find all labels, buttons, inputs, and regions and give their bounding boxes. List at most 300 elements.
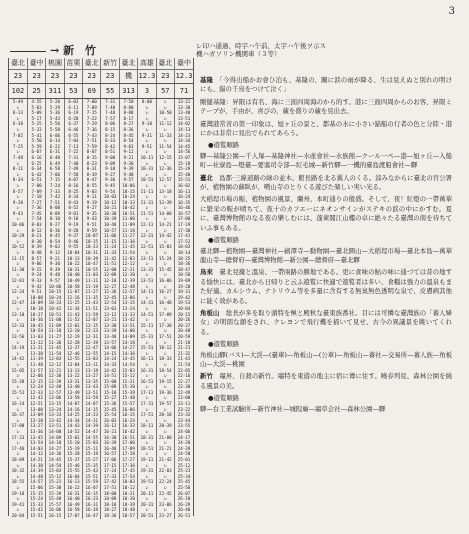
timetable-cell: 11-15 — [11, 255, 25, 261]
timetable-cell: 18-14 — [175, 250, 193, 256]
timetable-cell: レ — [15, 317, 21, 323]
timetable-cell: レ — [15, 507, 21, 513]
timetable-cell: 14-19 — [11, 345, 25, 351]
timetable-cell: 16-06 — [156, 278, 174, 284]
timetable-cell: 23-22 — [175, 407, 193, 413]
timetable-cell: 12-39 — [46, 379, 64, 385]
timetable-cell: 11-35 — [83, 295, 101, 301]
timetable-cell: 12-10 — [64, 328, 82, 334]
timetable-cell: 11-00 — [119, 216, 137, 222]
timetable-cell: 13-51 — [119, 323, 137, 329]
timetable-cell: レ — [15, 126, 21, 132]
timetable-cell: レ — [138, 172, 156, 178]
timetable-cell: レ — [138, 194, 156, 200]
timetable-cell: レ — [138, 429, 156, 435]
section-heading: ●遊覧順路 — [208, 236, 240, 245]
timetable-cell: 10-33 — [119, 200, 137, 206]
timetable-cell: 6-06 — [46, 133, 64, 139]
timetable-cell: 15-11 — [83, 446, 101, 452]
timetable-cell: レ — [156, 418, 174, 424]
timetable-cell: 18-27 — [101, 507, 119, 513]
timetable-cell: 15-40 — [175, 172, 193, 178]
timetable-cell: 14-03 — [27, 446, 45, 452]
timetable-cell: 9-03 — [83, 189, 101, 195]
timetable-cell: 5-59 — [27, 144, 45, 150]
timetable-cell: 7-04 — [64, 138, 82, 144]
paragraph — [200, 372, 452, 391]
timetable-cell: 16-46 — [175, 205, 193, 211]
timetable-cell: 16-31 — [83, 502, 101, 508]
timetable-cell: 13-33 — [46, 412, 64, 418]
timetable-cell: レ — [138, 317, 156, 323]
timetable-cell: 11-45 — [119, 244, 137, 250]
timetable-cell: 7-29 — [83, 121, 101, 127]
timetable-cell: 10-06 — [119, 183, 137, 189]
timetable-cell: 12-31 — [138, 233, 156, 239]
timetable-cell: 8-06 — [101, 121, 119, 127]
timetable-cell: 6-49 — [46, 161, 64, 167]
timetable-cell: 16-48 — [101, 446, 119, 452]
timetable-cell: レ — [156, 474, 174, 480]
timetable-cell: 16-33 — [119, 423, 137, 429]
timetable-cell: 10-49 — [64, 278, 82, 284]
timetable-cell: 6-40 — [46, 155, 64, 161]
timetable — [8, 58, 194, 516]
timetable-cell: 15-33 — [27, 502, 45, 508]
timetable-cell: 18-09 — [11, 457, 25, 462]
timetable-cell: 10-06 — [46, 284, 64, 290]
paragraph: 大稻埕市場の賑、植物園の風景、蘭州、本町通りの殷盛。そして、夜！紅燈の一帶萬華に繁栄の賑が晴ちて、夜十のカフエーにネオンサインがステキの涙の中にかすむ。夏に、臺灣博物館のなる夜の樂しむには、蓬萊閣江山樓の卓に絶々たる臺灣の南を待ちていふ事もある。 — [200, 195, 452, 232]
timetable-cell: 13-06 — [46, 395, 64, 401]
timetable-cell: 21-21 — [175, 345, 193, 351]
timetable-cell: レ — [15, 216, 21, 222]
paragraph: 剛健基隆：昇限は有名、海に三面四周海のから的す。港に三面四周からのお客、昇限ミテーブが、手由が、喜びの、蔵を盛りの蔵を見出去。 — [200, 97, 452, 116]
timetable-cell: 11-34 — [64, 306, 82, 312]
timetable-cell: 19-15 — [156, 379, 174, 385]
timetable-cell: 13-19 — [83, 368, 101, 374]
timetable-cell: 6-14 — [46, 138, 64, 144]
timetable-cell: 9-12 — [46, 250, 64, 256]
timetable-cell: 21-10 — [175, 340, 193, 346]
timetable-cell: レ — [15, 361, 21, 367]
timetable-cell: 13-48 — [101, 334, 119, 340]
timetable-cell: レ — [15, 283, 21, 289]
timetable-cell: 8-43 — [64, 200, 82, 206]
paragraph: 臺灣港常省の第一印象は、旭ヶ丘の景と、都基の水に小さい錨船の行者の色と分陸・港にかは非常に見出でられてあらう。 — [200, 119, 452, 138]
timetable-cell: 7-42 — [46, 194, 64, 200]
timetable-cell: 7-24 — [46, 183, 64, 189]
route: 角板山驛(バス)—大渓—(臺車)—角板山—(公車)—角板山—蕃社—交易所—蕃人族—角板山—大渓—桃園 — [200, 350, 452, 368]
timetable-cell: 7-43 — [83, 133, 101, 139]
timetable-cell: 23-06 — [156, 502, 174, 508]
timetable-cell: 11-39 — [27, 356, 45, 362]
timetable-cell: 13-57 — [101, 340, 119, 346]
timetable-cell: レ — [138, 228, 156, 234]
timetable-cell: 8-16 — [64, 183, 82, 189]
timetable-cell: 19-18 — [11, 490, 25, 496]
timetable-cell: 11-24 — [101, 244, 119, 250]
timetable-cell: 20-26 — [175, 317, 193, 323]
timetable-cell: 14-00 — [46, 429, 64, 435]
timetable-cell: 5-58 — [46, 127, 64, 133]
timetable-cell: レ — [156, 429, 174, 435]
timetable-cell: 17-00 — [11, 423, 25, 429]
timetable-cell: 6-58 — [46, 166, 64, 172]
timetable-cell: 24-28 — [175, 440, 193, 446]
timetable-cell: 10-51 — [46, 312, 64, 318]
timetable-cell: 13-56 — [11, 333, 25, 339]
timetable-cell: 12-15 — [83, 323, 101, 329]
timetable-cell: 15-57 — [119, 401, 137, 407]
timetable-cell: 7-48 — [101, 110, 119, 116]
timetable-cell: 6-25 — [27, 161, 45, 167]
timetable-cell: 18-12 — [156, 345, 174, 351]
timetable-cell: 10-15 — [83, 239, 101, 245]
timetable-cell: 10-18 — [27, 306, 45, 312]
timetable-cell: 10-00 — [27, 295, 45, 301]
timetable-cell: 8-15 — [83, 155, 101, 161]
timetable-cell: 6-22 — [46, 144, 64, 150]
timetable-cell: レ — [156, 172, 174, 178]
timetable-cell: 10-15 — [46, 289, 64, 295]
timetable-cell: 5-36 — [46, 110, 64, 116]
timetable-cell: 21-54 — [175, 362, 193, 368]
timetable-cell: 18-30 — [119, 496, 137, 502]
timetable-cell: レ — [156, 261, 174, 267]
timetable-cell: 10-39 — [101, 216, 119, 222]
timetable-cell: 17-54 — [119, 474, 137, 480]
timetable-cell: 25-23 — [175, 468, 193, 474]
timetable-cell: 9-30 — [119, 161, 137, 167]
timetable-cell: 16-02 — [175, 183, 193, 189]
timetable-cell: レ — [138, 127, 156, 133]
timetable-cell: レ — [138, 161, 156, 167]
timetable-cell: 11-43 — [83, 300, 101, 306]
timetable-cell: 11-33 — [156, 133, 174, 139]
timetable-cell: 26-18 — [175, 496, 193, 502]
timetable-cell: 18-25 — [175, 256, 193, 262]
timetable-cell: 11-33 — [101, 250, 119, 256]
timetable-cell: 24-06 — [175, 429, 193, 435]
section-heading: ●遊覧順路 — [208, 141, 240, 150]
timetable-cell: レ — [156, 496, 174, 502]
timetable-cell: 13-21 — [101, 317, 119, 323]
timetable-cell: レ — [138, 451, 156, 457]
timetable-cell: 15-07 — [175, 155, 193, 161]
timetable-cell: 22-45 — [156, 491, 174, 497]
timetable-cell: 16-12 — [101, 423, 119, 429]
timetable-cell: 12-24 — [27, 384, 45, 390]
timetable-cell: レ — [156, 373, 174, 379]
timetable-cell: レ — [15, 484, 21, 490]
timetable-cell: 10-23 — [83, 244, 101, 250]
timetable-cell: 19-36 — [156, 390, 174, 396]
timetable-cell: 8-17 — [119, 116, 137, 122]
timetable-cell: 8-08 — [119, 110, 137, 116]
timetable-cell: 15-36 — [101, 401, 119, 407]
timetable-cell: 17-33 — [101, 474, 119, 480]
keyword: 基隆 — [200, 76, 214, 84]
timetable-cell: 11-54 — [156, 144, 174, 150]
timetable-cell: 7-25 — [12, 143, 23, 149]
timetable-cell: 14-36 — [46, 451, 64, 457]
timetable-cell: 8-11 — [12, 166, 23, 172]
timetable-cell: 11-11 — [138, 189, 156, 195]
timetable-cell: 10-42 — [119, 205, 137, 211]
timetable-cell: レ — [15, 171, 21, 177]
timetable-cell: 12-09 — [101, 272, 119, 278]
timetable-cell: 12-21 — [46, 368, 64, 374]
timetable-cell: 14-52 — [64, 429, 82, 435]
timetable-cell: レ — [138, 183, 156, 189]
timetable-cell: 13-03 — [83, 356, 101, 362]
timetable-cell: 8-39 — [27, 244, 45, 250]
timetable-cell: 15-05 — [11, 367, 25, 373]
timetable-cell: レ — [156, 239, 174, 245]
timetable-cell: 13-03 — [101, 306, 119, 312]
timetable-cell: 16-57 — [175, 211, 193, 217]
route: 驛—基隆公園—千人塚—基隆神社—水產會社—水族館—クール一ペ—港—旭ヶ丘—入船町—社寮島—燈臺—要塞司令部—紅毛城—新竹驛—一機的臺島渡船會社—驛 — [200, 151, 452, 170]
timetable-cell: 20-48 — [175, 328, 193, 334]
timetable-cell: 14-02 — [175, 121, 193, 127]
timetable-cell: 11-57 — [27, 368, 45, 374]
timetable-cell: 13-51 — [46, 423, 64, 429]
timetable-cell: 9-39 — [119, 166, 137, 172]
timetable-cell: 8-45 — [46, 233, 64, 239]
timetable-cell: 22-24 — [156, 479, 174, 485]
timetable-cell: 22-03 — [156, 468, 174, 474]
timetable-cell: レ — [138, 474, 156, 480]
timetable-cell: 18-03 — [119, 479, 137, 485]
paragraph-text: 島都·三線道路の緑の並木、館長路を北る翼人のくる。涼みなからに臺北の官公署が、植物園の蘇臥が、噴山寺のとりくる遊びた楽しい実い光る。 — [200, 173, 453, 192]
timetable-cell: 9-10 — [64, 216, 82, 222]
timetable-cell: 9-27 — [83, 205, 101, 211]
timetable-cell: 15-10 — [64, 440, 82, 446]
timetable-cell: 18-51 — [138, 446, 156, 452]
timetable-cell: 12-23 — [83, 328, 101, 334]
timetable-cell: 19-09 — [175, 278, 193, 284]
timetable-cell: 17-30 — [156, 323, 174, 329]
timetable-cell: 11-18 — [119, 228, 137, 234]
timetable-cell: 7-22 — [64, 149, 82, 155]
timetable-cell: 13-40 — [64, 384, 82, 390]
timetable-cell: 17-24 — [101, 468, 119, 474]
timetable-cell: 17-31 — [138, 401, 156, 407]
timetable-cell: 10-47 — [83, 261, 101, 267]
timetable-cell: 13-31 — [64, 379, 82, 385]
timetable-cell: レ — [156, 205, 174, 211]
timetable-cell: 13-39 — [156, 200, 174, 206]
timetable-cell: レ — [138, 340, 156, 346]
timetable-cell: 13-24 — [119, 306, 137, 312]
timetable-cell: 12-30 — [46, 373, 64, 379]
timetable-cell: 18-57 — [119, 513, 137, 519]
timetable-cell: 9-21 — [119, 155, 137, 161]
timetable-cell: 17-30 — [175, 228, 193, 234]
timetable-cell: 11-51 — [83, 306, 101, 312]
timetable-cell: 15-03 — [119, 368, 137, 374]
timetable-cell: 7-58 — [64, 172, 82, 178]
legend-line: 機ハガソリン機関車（３等） — [196, 50, 281, 58]
paragraph-text: 総長が多を取り頭特を極と殿秋な臺東族番社。目には可憐な臺灣族の「蕃人婦女」の明朗な顔をされ、クレヨンで飛行機を描いて見せ、古今の異議景を眺いてくれる。 — [200, 308, 453, 336]
timetable-cell: 15-46 — [64, 463, 82, 469]
timetable-cell: 10-45 — [27, 323, 45, 329]
timetable-cell: 6-19 — [64, 110, 82, 116]
timetable-cell: 23 — [27, 70, 45, 84]
timetable-cell: レ — [138, 463, 156, 469]
timetable-cell: 17-41 — [175, 233, 193, 239]
timetable-cell: 13-13 — [64, 368, 82, 374]
timetable-cell: 17-45 — [119, 468, 137, 474]
timetable-cell: レ — [15, 473, 21, 479]
timetable-cell: 7-40 — [101, 105, 119, 111]
timetable-cell: 18-11 — [138, 423, 156, 429]
timetable-cell: 10-22 — [64, 261, 82, 267]
timetable-cell: 20-15 — [175, 312, 193, 318]
timetable-cell: レ — [156, 149, 174, 155]
timetable-cell: レ — [138, 216, 156, 222]
timetable-cell: 10-52 — [11, 244, 25, 250]
timetable-cell: 9-51 — [27, 289, 45, 295]
timetable-cell: 16-35 — [175, 200, 193, 206]
timetable-cell: 8-07 — [64, 177, 82, 183]
timetable-cell: 6-46 — [64, 127, 82, 133]
timetable-cell: 12-37 — [64, 345, 82, 351]
timetable-cell: 11-11 — [83, 278, 101, 284]
timetable-cell: 9-10 — [138, 121, 156, 127]
timetable-cell: 13-51 — [83, 390, 101, 396]
timetable-cell: 5-25 — [27, 121, 45, 127]
timetable-cell: 9-15 — [27, 267, 45, 273]
timetable-cell: 16-13 — [175, 189, 193, 195]
timetable-cell: 8-52 — [64, 205, 82, 211]
timetable-cell: 10-07 — [83, 233, 101, 239]
timetable-cell: 新竹 — [101, 58, 119, 70]
timetable-cell: レ — [138, 328, 156, 334]
timetable-cell: 9-31 — [138, 133, 156, 139]
timetable-cell: 15-18 — [175, 161, 193, 167]
timetable-cell: レ — [15, 194, 21, 200]
timetable-cell: 9-01 — [64, 211, 82, 217]
timetable-cell: レ — [156, 216, 174, 222]
timetable-cell: 8-03 — [27, 222, 45, 228]
timetable-cell: 9-19 — [64, 222, 82, 228]
timetable-cell: 9-12 — [119, 149, 137, 155]
timetable-cell: 18-55 — [11, 479, 25, 485]
timetable-cell: 10-11 — [138, 155, 156, 161]
timetable-cell: 23 — [156, 70, 174, 84]
timetable-cell: 15-59 — [83, 479, 101, 485]
timetable-cell: レ — [138, 239, 156, 245]
timetable-cell: 16-03 — [101, 418, 119, 424]
timetable-cell: 7-15 — [46, 177, 64, 183]
timetable-cell: 15-28 — [64, 451, 82, 457]
timetable-cell: 8-57 — [12, 188, 23, 194]
timetable-cell: 9-57 — [46, 278, 64, 284]
timetable-cell: 11-03 — [83, 272, 101, 278]
timetable-cell: 14-34 — [175, 138, 193, 144]
legend-line: レ印ハ通過、時字ハ午前、太字ハ午後ヲ示ス — [196, 42, 326, 50]
timetable-cell: 25-34 — [175, 474, 193, 480]
timetable-cell: レ — [15, 350, 21, 356]
timetable-cell: 8-27 — [46, 222, 64, 228]
timetable-cell: 9-30 — [46, 261, 64, 267]
timetable-cell: 313 — [119, 84, 137, 99]
paragraph-text: 「今得出船かお會ひ泊も、基隆の、關に涙の雨が降る、生は見えぬと別れの明けにも、錨の千鳥をつけて泣く」 — [200, 76, 453, 94]
timetable-cell: 15-12 — [46, 474, 64, 480]
timetable-cell: 13-27 — [83, 373, 101, 379]
timetable-cell: 23 — [64, 70, 82, 84]
timetable-cell: 71 — [175, 84, 193, 99]
timetable-cell: 18-03 — [175, 244, 193, 250]
timetable-cell: レ — [15, 305, 21, 311]
timetable-cell: 7-36 — [83, 127, 101, 133]
timetable-cell: 18-36 — [175, 261, 193, 267]
timetable-cell: 18-33 — [156, 356, 174, 362]
timetable-cell: レ — [138, 261, 156, 267]
timetable-cell: 11-16 — [64, 295, 82, 301]
timetable-cell: 10-31 — [83, 250, 101, 256]
timetable-cell: 13-42 — [119, 317, 137, 323]
timetable-cell: 21-00 — [156, 435, 174, 441]
timetable-cell: 15-03 — [156, 244, 174, 250]
timetable-cell: レ — [156, 116, 174, 122]
timetable-cell: レ — [15, 339, 21, 345]
timetable-cell: 16-42 — [119, 429, 137, 435]
timetable-cell: 16-37 — [11, 412, 25, 418]
timetable-cell: 15-51 — [83, 474, 101, 480]
timetable-cell: 10-03 — [101, 194, 119, 200]
timetable-cell: 9-51 — [83, 222, 101, 228]
timetable-cell: 12-57 — [119, 289, 137, 295]
timetable-cell: 23 — [83, 70, 101, 84]
timetable-cell: レ — [15, 160, 21, 166]
timetable-cell: 7-40 — [64, 161, 82, 167]
timetable-cell: 8-36 — [119, 127, 137, 133]
timetable-cell: 17-00 — [119, 440, 137, 446]
timetable-cell: 10-13 — [64, 256, 82, 262]
timetable-cell: 10-39 — [83, 256, 101, 262]
timetable-cell: 9-39 — [46, 267, 64, 273]
timetable-cell: 15-15 — [27, 491, 45, 497]
timetable-cell: 15-42 — [27, 507, 45, 513]
timetable-cell: 13-49 — [64, 390, 82, 396]
timetable-cell: レ — [156, 194, 174, 200]
timetable-cell: 25-45 — [175, 479, 193, 485]
timetable-cell: 16-31 — [138, 368, 156, 374]
timetable-cell: 11-15 — [101, 239, 119, 245]
timetable-cell: 14-16 — [64, 407, 82, 413]
timetable-cell: 14-09 — [46, 435, 64, 441]
station-header — [10, 42, 190, 58]
timetable-cell: 24-50 — [175, 451, 193, 457]
timetable-cell: 10-51 — [138, 177, 156, 183]
timetable-cell: 18-21 — [119, 491, 137, 497]
timetable-cell: 15-43 — [83, 468, 101, 474]
timetable-cell: 26-51 — [175, 513, 193, 519]
timetable-cell: 15-24 — [156, 256, 174, 262]
timetable-cell: 13-39 — [101, 328, 119, 334]
timetable-cell: 15-30 — [119, 384, 137, 390]
timetable-cell: 14-15 — [101, 351, 119, 357]
timetable-cell: 臺北 — [83, 58, 101, 70]
timetable-cell: 17-23 — [11, 434, 25, 440]
timetable-cell: レ — [15, 138, 21, 144]
timetable-cell: 9-37 — [64, 233, 82, 239]
timetable-cell: 10-29 — [11, 233, 25, 239]
timetable-cell: 14-39 — [27, 468, 45, 474]
timetable-cell: 10-06 — [11, 222, 25, 228]
